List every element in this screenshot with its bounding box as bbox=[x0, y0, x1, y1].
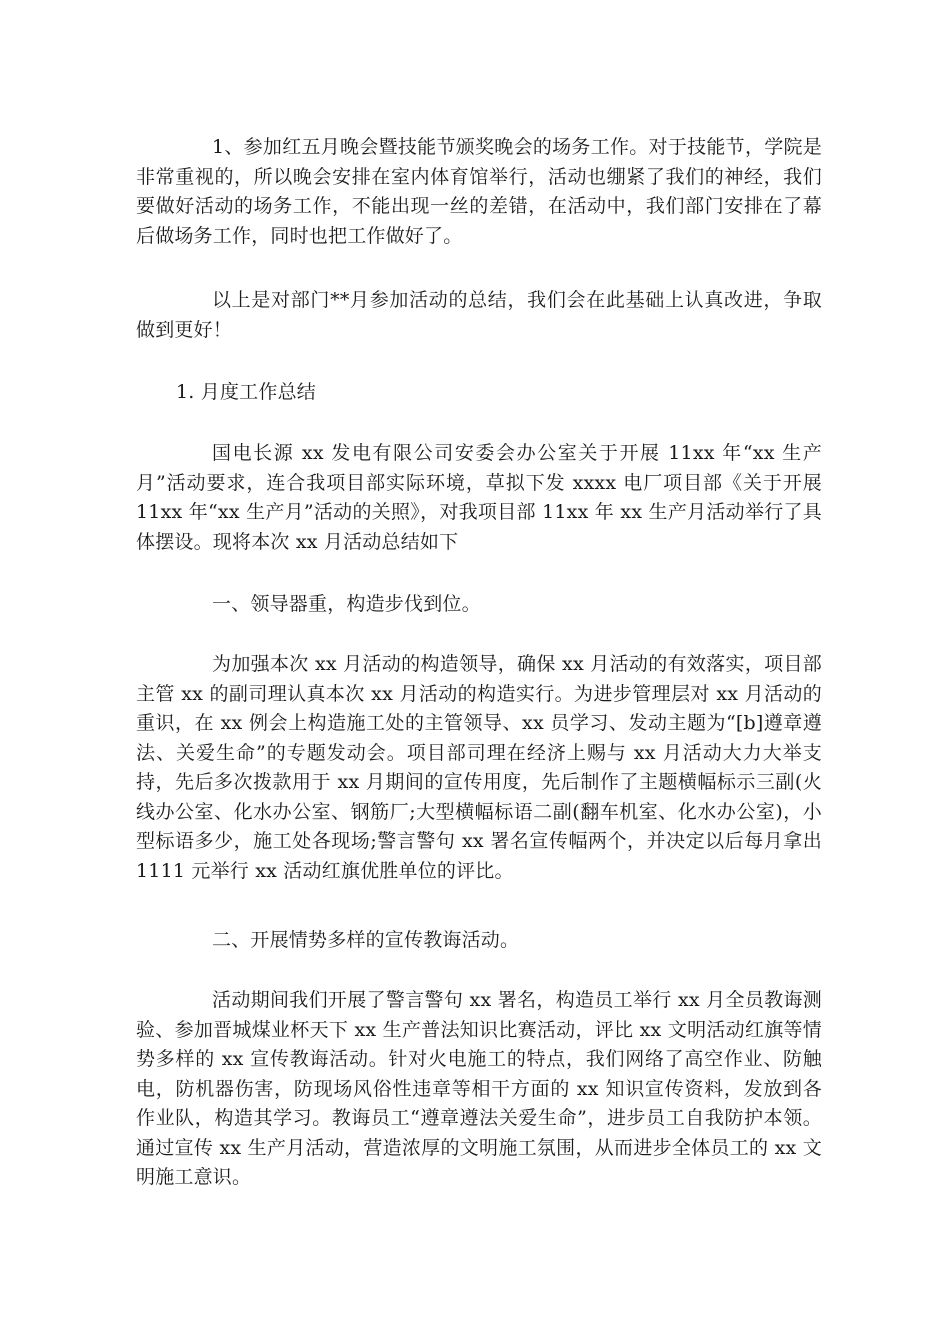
paragraph-activity-intro: 国电长源 xx 发电有限公司安委会办公室关于开展 11xx 年“xx 生产月”活动要求，连合我项目部实际环境，草拟下发 xxxx 电厂项目部《关于开展 11xx 年“xx 生产月”活动的关照》，对我项目部 11xx 年 xx 生产月活动举行了具体摆设。现将本次 xx 月活动总结如下 bbox=[136, 442, 822, 553]
paragraph-skills-festival: 1、参加红五月晚会暨技能节颁奖晚会的场务工作。对于技能节，学院是非常重视的，所以晚会安排在室内体育馆举行，活动也绷紧了我们的神经，我们要做好活动的场务工作，不能出现一丝的差错，在活动中，我们部门安排在了幕后做场务工作，同时也把工作做好了。 bbox=[136, 136, 822, 247]
section-heading-leadership: 一、领导器重，构造步伐到位。 bbox=[212, 593, 481, 615]
paragraph-publicity: 活动期间我们开展了警言警句 xx 署名，构造员工举行 xx 月全员教诲测验、参加晋城煤业杯天下 xx 生产普法知识比赛活动，评比 xx 文明活动红旗等情势多样的 xx 宣传教诲活动。针对火电施工的特点，我们网络了高空作业、防触电，防机器伤害，防现场风俗性违章等相干方面的 xx 知识宣传资料，发放到各作业队，构造其学习。教诲员工“遵章遵法关爱生命”，进步员工自我防护本领。通过宣传 xx 生产月活动，营造浓厚的文明施工氛围，从而进步全体员工的 xx 文明施工意识。 bbox=[136, 989, 822, 1188]
heading-monthly-summary: 1. 月度工作总结 bbox=[176, 381, 316, 403]
section-heading-publicity: 二、开展情势多样的宣传教诲活动。 bbox=[212, 929, 520, 951]
paragraph-leadership: 为加强本次 xx 月活动的构造领导，确保 xx 月活动的有效落实，项目部主管 xx 的副司理认真本次 xx 月活动的构造实行。为进步管理层对 xx 月活动的重识，在 xx 例会上构造施工处的主管领导、xx 员学习、发动主题为“[b]遵章遵法、关爱生命”的专题发动会。项目部司理在经济上赐与 xx 月活动大力大举支持，先后多次拨款用于 xx 月期间的宣传用度，先后制作了主题横幅标示三副(火线办公室、化水办公室、钢筋厂;大型横幅标语二副(翻车机室、化水办公室)，小型标语多少，施工处各现场;警言警句 xx 署名宣传幅两个，并决定以后每月拿出 1111 元举行 xx 活动红旗优胜单位的评比。 bbox=[136, 653, 822, 882]
paragraph-closing-remark: 以上是对部门**月参加活动的总结，我们会在此基础上认真改进，争取做到更好！ bbox=[136, 289, 822, 341]
